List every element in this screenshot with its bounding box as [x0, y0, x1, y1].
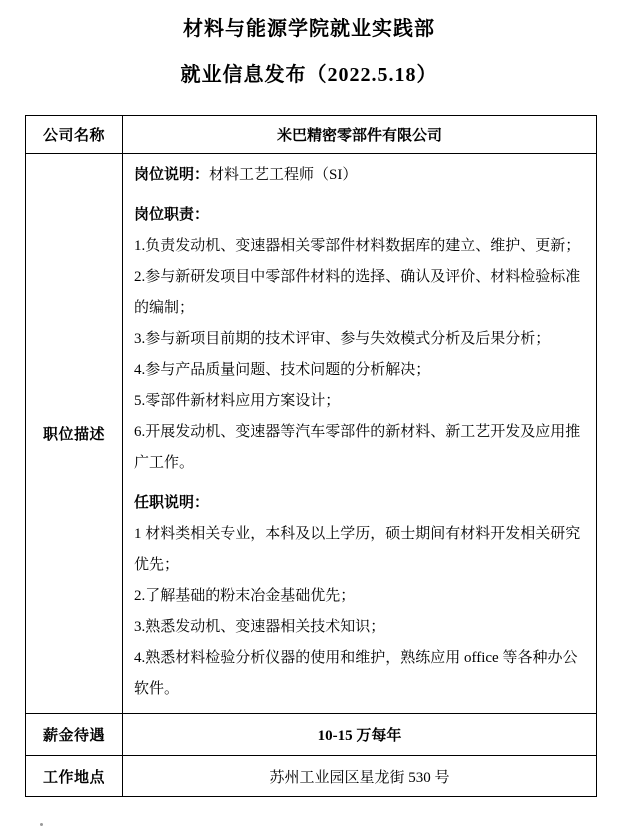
duty-item: 5.零部件新材料应用方案设计； [134, 393, 341, 409]
company-name-value: 米巴精密零部件有限公司 [123, 116, 597, 154]
table-row-company [26, 116, 597, 154]
duties-heading: 岗位职责： [134, 207, 210, 223]
duty-item: 2.参与新研发项目中零部件材料的选择、确认及评价、材料检验标准的编制； [134, 269, 581, 316]
location-value: 苏州工业园区星龙街 530 号 [123, 756, 597, 797]
requirement-item: 3.熟悉发动机、变速器相关技术知识； [134, 619, 386, 635]
requirement-item: 4.熟悉材料检验分析仪器的使用和维护，熟练应用 office 等各种办公软件。 [134, 650, 578, 697]
duty-item: 1.负责发动机、变速器相关零部件材料数据库的建立、维护、更新； [134, 238, 581, 254]
requirement-item: 1 材料类相关专业，本科及以上学历，硕士期间有材料开发相关研究优先； [134, 526, 581, 573]
table-row-location [26, 756, 597, 797]
requirements-heading: 任职说明： [134, 495, 210, 511]
position-desc-label: 职位描述 [26, 154, 123, 714]
page-subtitle: 就业信息发布（2022.5.18） [180, 64, 438, 86]
table-row-position [26, 154, 597, 714]
location-label: 工作地点 [26, 756, 123, 797]
job-info-table [25, 115, 597, 797]
requirement-item: 2.了解基础的粉末冶金基础优先； [134, 588, 356, 604]
job-title-label: 岗位说明： [134, 167, 210, 183]
page-title: 材料与能源学院就业实践部 [183, 18, 435, 40]
company-name-label: 公司名称 [26, 116, 123, 154]
duty-item: 6.开展发动机、变速器等汽车零部件的新材料、新工艺开发及应用推广工作。 [134, 424, 581, 471]
salary-label: 薪金待遇 [26, 714, 123, 756]
table-row-salary [26, 714, 597, 756]
job-title-line [134, 160, 586, 191]
duty-item: 3.参与新项目前期的技术评审、参与失效模式分析及后果分析； [134, 331, 551, 347]
position-desc-cell [123, 154, 597, 714]
salary-value: 10-15 万每年 [123, 714, 597, 756]
stray-dot [40, 823, 43, 826]
job-title-value: 材料工艺工程师（SI） [209, 167, 358, 183]
duty-item: 4.参与产品质量问题、技术问题的分析解决； [134, 362, 431, 378]
